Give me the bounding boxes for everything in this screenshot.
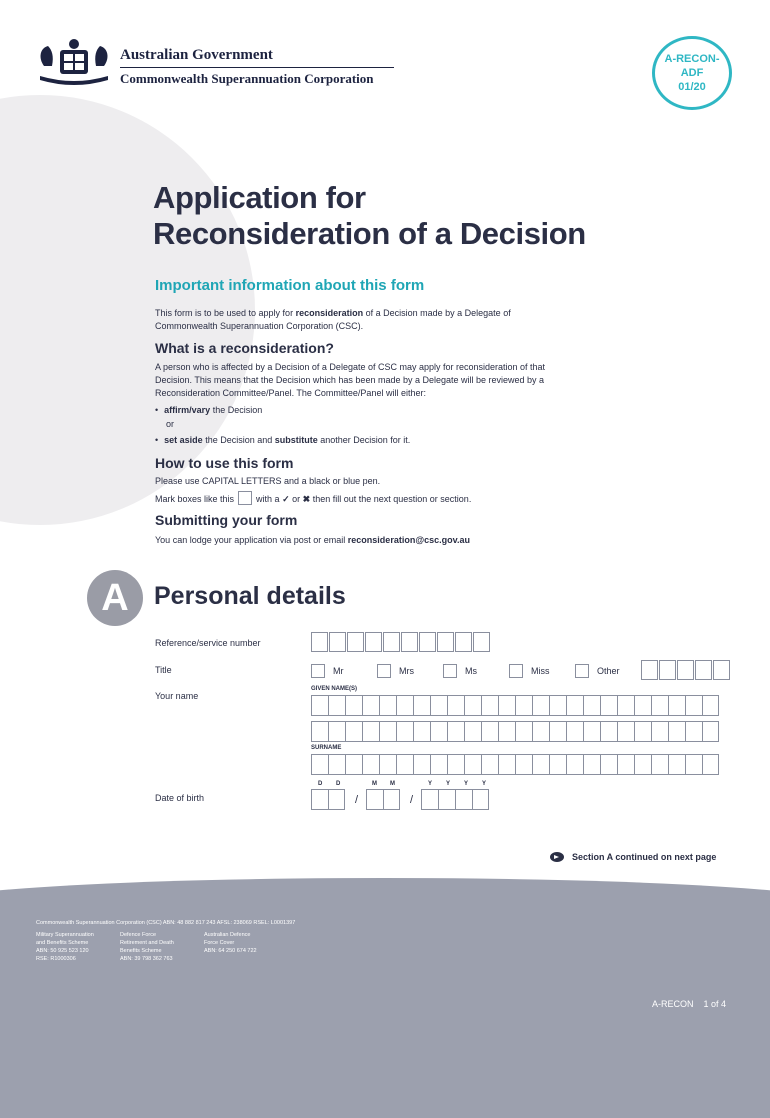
- how-text: with a: [256, 494, 280, 504]
- char-box[interactable]: [634, 721, 651, 742]
- how-text: Mark boxes like this: [155, 494, 235, 504]
- char-box[interactable]: [685, 695, 702, 716]
- char-box[interactable]: [447, 754, 464, 775]
- char-box[interactable]: [677, 660, 694, 680]
- info-text: Commonwealth Superannuation Corporation (CSC).: [155, 321, 364, 331]
- page-number: 1 of 4: [703, 999, 727, 1009]
- title-label: Title: [155, 665, 172, 675]
- info-heading: Important information about this form: [155, 277, 425, 294]
- title-line-1: Application for: [153, 180, 366, 215]
- submit-text: You can lodge your application via post or email: [155, 535, 348, 545]
- char-box[interactable]: [464, 695, 481, 716]
- footer-form-ref: A-RECON: [652, 999, 694, 1009]
- dob-month-input[interactable]: [366, 789, 400, 810]
- char-box[interactable]: [481, 721, 498, 742]
- char-box[interactable]: [329, 632, 346, 652]
- page-reference: [652, 999, 726, 1009]
- sample-checkbox: [238, 491, 252, 505]
- title-line-2: Reconsideration of a Decision: [153, 216, 586, 251]
- checkbox[interactable]: [575, 664, 589, 678]
- reference-input[interactable]: [311, 632, 491, 652]
- dob-hint: D: [336, 781, 341, 787]
- char-box[interactable]: [600, 754, 617, 775]
- char-box[interactable]: [413, 721, 430, 742]
- char-box[interactable]: [328, 754, 345, 775]
- char-box[interactable]: [396, 754, 413, 775]
- footer-text: Benefits Scheme: [120, 948, 162, 954]
- surname-row[interactable]: [311, 754, 719, 775]
- char-box[interactable]: [365, 632, 382, 652]
- char-box[interactable]: [617, 695, 634, 716]
- form-code-badge: [652, 36, 732, 110]
- option-label: Mrs: [399, 666, 414, 676]
- char-box[interactable]: [651, 754, 668, 775]
- footer-text: ABN: 39 798 362 763: [120, 956, 173, 962]
- char-box[interactable]: [515, 754, 532, 775]
- char-box[interactable]: [566, 695, 583, 716]
- checkbox[interactable]: [443, 664, 457, 678]
- char-box[interactable]: [413, 695, 430, 716]
- footer-col-msbs: [36, 931, 94, 963]
- dob-separator: /: [355, 794, 359, 806]
- how-heading: How to use this form: [155, 455, 294, 471]
- char-box[interactable]: [366, 789, 383, 810]
- char-box[interactable]: [659, 660, 676, 680]
- how-line2: [155, 491, 471, 506]
- char-box[interactable]: [430, 754, 447, 775]
- char-box[interactable]: [651, 695, 668, 716]
- submit-heading: Submitting your form: [155, 512, 298, 528]
- footer-text: Force Cover: [204, 940, 235, 946]
- dob-hint: Y: [464, 781, 469, 787]
- what-line: A person who is affected by a Decision of a Delegate of CSC may apply for reconsideration of that: [155, 362, 546, 372]
- char-box[interactable]: [549, 721, 566, 742]
- title-option-ms[interactable]: [443, 664, 477, 678]
- dob-day-input[interactable]: [311, 789, 345, 810]
- char-box[interactable]: [600, 721, 617, 742]
- char-box[interactable]: [634, 695, 651, 716]
- section-letter-badge: A: [87, 570, 143, 626]
- char-box[interactable]: [345, 721, 362, 742]
- what-heading: What is a reconsideration?: [155, 340, 334, 356]
- dob-label: Date of birth: [155, 793, 205, 803]
- info-text: This form is to be used to apply for: [155, 308, 296, 318]
- char-box[interactable]: [685, 721, 702, 742]
- given-names-row-2[interactable]: [311, 721, 719, 742]
- char-box[interactable]: [430, 721, 447, 742]
- footer-col-dfrdb: [120, 931, 174, 963]
- footer-text: Australian Defence: [204, 932, 251, 938]
- cross-icon: ✖: [302, 494, 311, 504]
- char-box[interactable]: [328, 695, 345, 716]
- char-box[interactable]: [311, 721, 328, 742]
- char-box[interactable]: [401, 632, 418, 652]
- header-divider: [120, 67, 394, 68]
- tick-icon: ✓: [282, 494, 290, 504]
- char-box[interactable]: [702, 695, 719, 716]
- dob-hint: Y: [446, 781, 451, 787]
- option-label: Miss: [531, 666, 550, 676]
- given-names-label: GIVEN NAME(S): [311, 686, 358, 692]
- info-paragraph: [155, 307, 511, 333]
- bullet-bold: substitute: [274, 435, 318, 445]
- char-box[interactable]: [617, 754, 634, 775]
- title-option-mr[interactable]: [311, 664, 344, 678]
- reference-label: Reference/service number: [155, 638, 261, 648]
- char-box[interactable]: [345, 695, 362, 716]
- char-box[interactable]: [641, 660, 658, 680]
- dob-hint: D: [318, 781, 323, 787]
- title-option-mrs[interactable]: [377, 664, 414, 678]
- or-text: or: [166, 419, 175, 429]
- info-bold: reconsideration: [295, 308, 364, 318]
- how-text: then fill out the next question or section.: [312, 494, 472, 504]
- dob-hint: M: [372, 781, 377, 787]
- char-box[interactable]: [481, 695, 498, 716]
- char-box[interactable]: [702, 721, 719, 742]
- dob-hint: Y: [428, 781, 433, 787]
- how-line1: Please use CAPITAL LETTERS and a black or blue pen.: [155, 476, 381, 486]
- char-box[interactable]: [311, 632, 328, 652]
- surname-label: SURNAME: [311, 745, 342, 751]
- char-box[interactable]: [532, 695, 549, 716]
- char-box[interactable]: [498, 721, 515, 742]
- char-box[interactable]: [617, 721, 634, 742]
- info-text: of a Decision made by a Delegate of: [363, 308, 511, 318]
- char-box[interactable]: [668, 754, 685, 775]
- char-box[interactable]: [345, 754, 362, 775]
- char-box[interactable]: [685, 754, 702, 775]
- bullet-set-aside: [155, 434, 410, 447]
- char-box[interactable]: [413, 754, 430, 775]
- char-box[interactable]: [498, 695, 515, 716]
- footer-text: Military Superannuation: [36, 932, 94, 938]
- char-box[interactable]: [383, 632, 400, 652]
- char-box[interactable]: [455, 789, 472, 810]
- bullet-affirm: [155, 404, 262, 417]
- char-box[interactable]: [498, 754, 515, 775]
- coat-of-arms-icon: [34, 36, 114, 88]
- what-line: Reconsideration Committee/Panel. The Committee/Panel will either:: [155, 388, 426, 398]
- char-box[interactable]: [651, 721, 668, 742]
- footer-text: ABN: 50 925 523 120: [36, 948, 89, 954]
- char-box[interactable]: [362, 721, 379, 742]
- char-box[interactable]: [383, 789, 400, 810]
- other-title-input[interactable]: [641, 660, 731, 680]
- footer-text: RSE: R1000306: [36, 956, 76, 962]
- char-box[interactable]: [362, 695, 379, 716]
- char-box[interactable]: [583, 754, 600, 775]
- char-box[interactable]: [532, 721, 549, 742]
- char-box[interactable]: [473, 632, 490, 652]
- dob-hint: M: [390, 781, 395, 787]
- char-box[interactable]: [583, 695, 600, 716]
- bullet-text: the Decision: [210, 405, 263, 415]
- what-line: Decision. This means that the Decision which has been made by a Delegate will be reviewed by a: [155, 375, 545, 385]
- email-link[interactable]: reconsideration@csc.gov.au: [347, 535, 470, 545]
- char-box[interactable]: [702, 754, 719, 775]
- char-box[interactable]: [455, 632, 472, 652]
- char-box[interactable]: [447, 721, 464, 742]
- footer-col-adf: [204, 931, 257, 955]
- footer-text: and Benefits Scheme: [36, 940, 89, 946]
- bullet-text: the Decision and: [202, 435, 275, 445]
- char-box[interactable]: [464, 721, 481, 742]
- form-code-line: 01/20: [678, 81, 706, 93]
- dob-separator: /: [410, 794, 414, 806]
- char-box[interactable]: [311, 754, 328, 775]
- option-label: Other: [597, 666, 620, 676]
- page-title: [153, 180, 586, 252]
- form-code-line: A-RECON-: [664, 53, 720, 65]
- dob-year-input[interactable]: [421, 789, 489, 810]
- given-names-row-1[interactable]: [311, 695, 719, 716]
- char-box[interactable]: [328, 721, 345, 742]
- char-box[interactable]: [464, 754, 481, 775]
- char-box[interactable]: [419, 632, 436, 652]
- char-box[interactable]: [668, 695, 685, 716]
- char-box[interactable]: [695, 660, 712, 680]
- char-box[interactable]: [362, 754, 379, 775]
- char-box[interactable]: [421, 789, 438, 810]
- char-box[interactable]: [396, 695, 413, 716]
- char-box[interactable]: [532, 754, 549, 775]
- char-box[interactable]: [600, 695, 617, 716]
- footer-band: [0, 878, 770, 1118]
- char-box[interactable]: [668, 721, 685, 742]
- char-box[interactable]: [311, 789, 328, 810]
- footer-text: Defence Force: [120, 932, 157, 938]
- submit-paragraph: [155, 534, 470, 547]
- option-label: Ms: [465, 666, 477, 676]
- your-name-label: Your name: [155, 691, 199, 701]
- government-name: Australian Government: [120, 47, 273, 63]
- section-title: Personal details: [154, 582, 346, 610]
- footer-abn-line: Commonwealth Superannuation Corporation (CSC) ABN: 48 882 817 243 AFSL: 238069 RSEL: L0001397: [36, 920, 296, 926]
- char-box[interactable]: [566, 754, 583, 775]
- char-box[interactable]: [481, 754, 498, 775]
- arrow-right-icon: [550, 852, 564, 862]
- char-box[interactable]: [472, 789, 489, 810]
- char-box[interactable]: [396, 721, 413, 742]
- form-code-line: ADF: [680, 67, 704, 79]
- char-box[interactable]: [347, 632, 364, 652]
- char-box[interactable]: [566, 721, 583, 742]
- how-text: or: [292, 494, 301, 504]
- bullet-bold: affirm/vary: [164, 405, 211, 415]
- char-box[interactable]: [713, 660, 730, 680]
- footer-text: ABN: 64 250 674 722: [204, 948, 257, 954]
- footer-text: Retirement and Death: [120, 940, 174, 946]
- char-box[interactable]: [447, 695, 464, 716]
- char-box[interactable]: [583, 721, 600, 742]
- dob-hint: Y: [482, 781, 487, 787]
- char-box[interactable]: [311, 695, 328, 716]
- title-option-other[interactable]: [575, 664, 620, 678]
- bullet-text: another Decision for it.: [317, 435, 411, 445]
- option-label: Mr: [333, 666, 344, 676]
- bullet-bold: set aside: [164, 435, 203, 445]
- continued-text: Section A continued on next page: [572, 852, 717, 862]
- char-box[interactable]: [430, 695, 447, 716]
- checkbox[interactable]: [509, 664, 523, 678]
- char-box[interactable]: [379, 721, 396, 742]
- title-option-miss[interactable]: [509, 664, 550, 678]
- char-box[interactable]: [438, 789, 455, 810]
- char-box[interactable]: [549, 754, 566, 775]
- char-box[interactable]: [515, 721, 532, 742]
- checkbox[interactable]: [377, 664, 391, 678]
- checkbox[interactable]: [311, 664, 325, 678]
- continued-note: [550, 852, 716, 862]
- char-box[interactable]: [379, 695, 396, 716]
- char-box[interactable]: [328, 789, 345, 810]
- what-paragraph: [155, 361, 545, 400]
- char-box[interactable]: [549, 695, 566, 716]
- char-box[interactable]: [634, 754, 651, 775]
- char-box[interactable]: [437, 632, 454, 652]
- organisation-name: Commonwealth Superannuation Corporation: [120, 71, 374, 86]
- char-box[interactable]: [379, 754, 396, 775]
- char-box[interactable]: [515, 695, 532, 716]
